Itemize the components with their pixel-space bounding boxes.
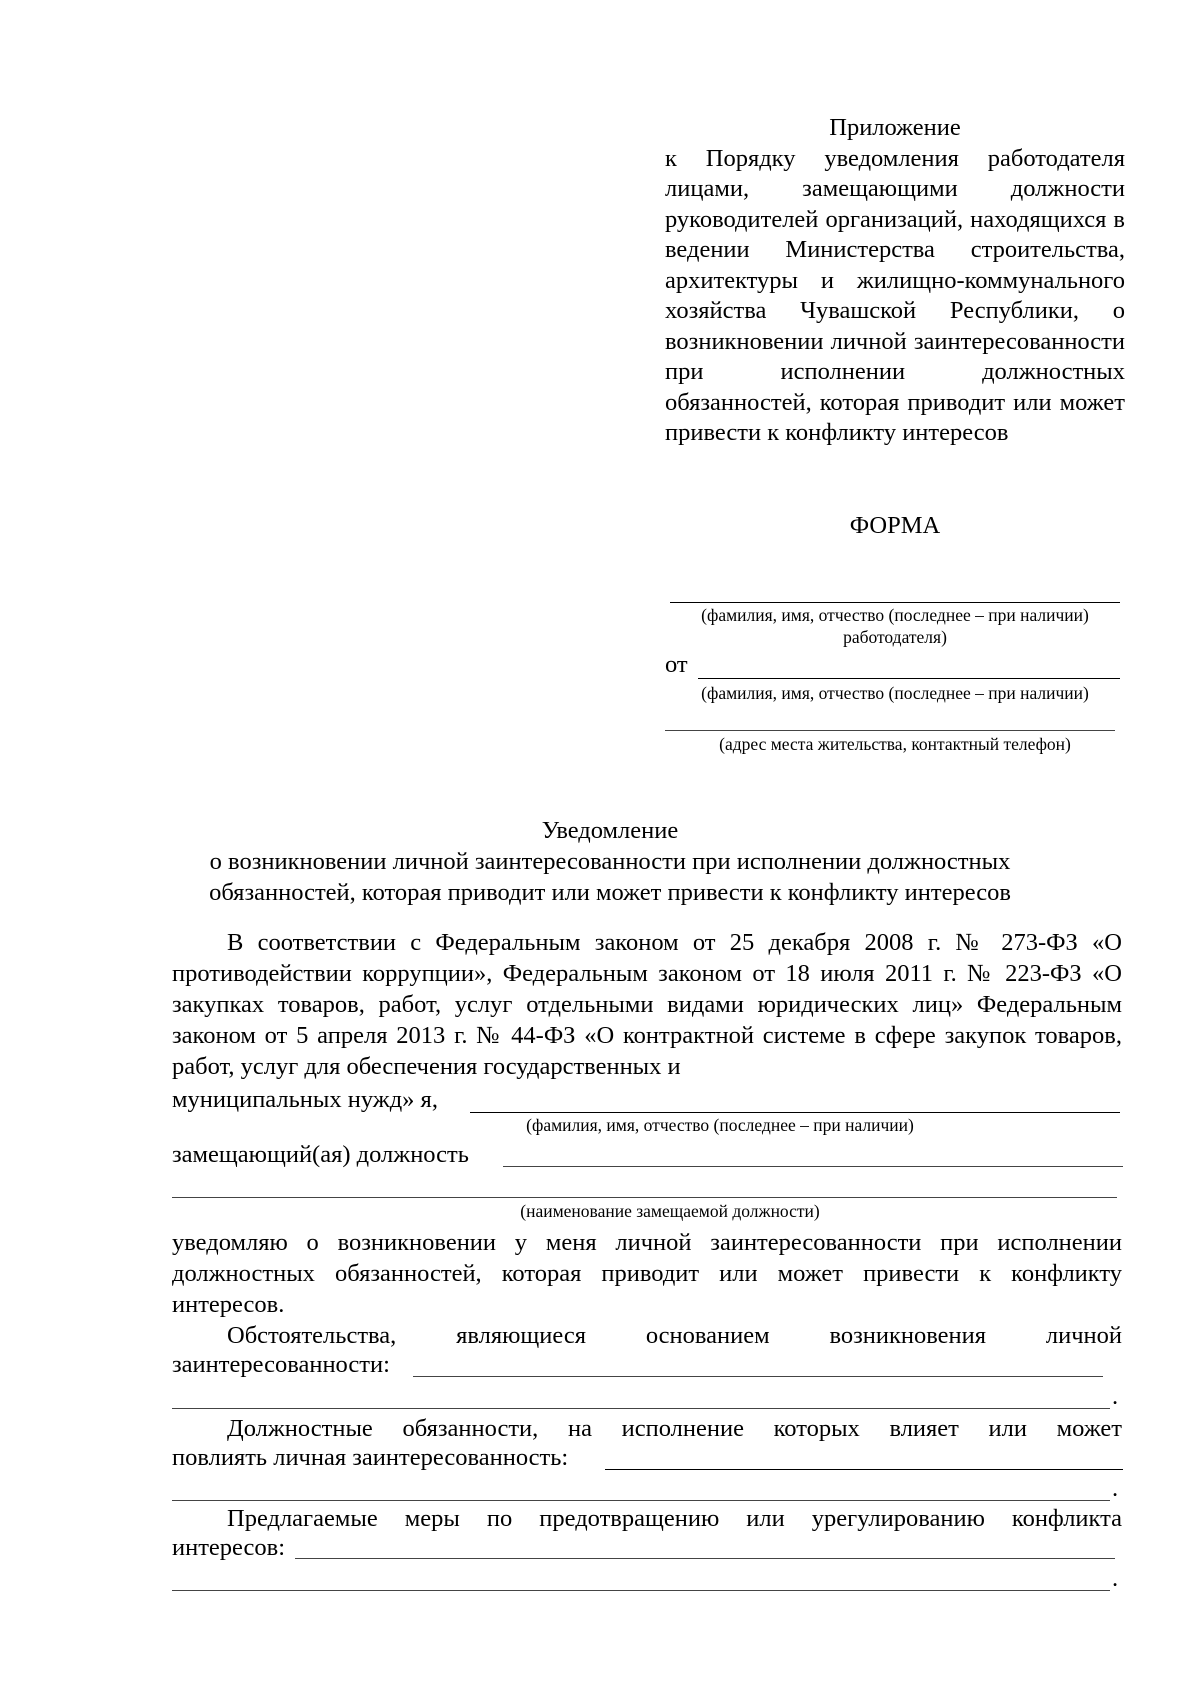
measures-period: . — [1112, 1565, 1119, 1592]
employee-name-hint: (фамилия, имя, отчество (последнее – при наличии) — [526, 1115, 914, 1135]
duties-line-1: Должностные обязанности, на исполнение которых влияет или может — [227, 1415, 1122, 1442]
notice-title: Уведомление — [541, 817, 679, 844]
circumstances-period: . — [1112, 1383, 1119, 1410]
address-hint: (адрес места жительства, контактный телефон) — [719, 734, 1071, 754]
duties-period: . — [1112, 1475, 1119, 1502]
intro-paragraph — [172, 927, 1122, 1082]
appendix-block — [665, 113, 1125, 449]
appendix-text: к Порядку уведомления работодателя лицами, замещающими должности руководителей организаций, находящихся в ведении Министерства строительства, архитектуры и жилищно-коммунального хозяйства Чувашской Республики, о возникновении личной заинтересованности при исполнении должностных обязанностей, которая приводит или может привести к конфликту интересов — [665, 144, 1125, 446]
notice-subtitle-2: обязанностей, которая приводит или может привести к конфликту интересов — [209, 879, 1011, 906]
address-field[interactable] — [665, 730, 1115, 731]
employer-hint-2: работодателя) — [843, 627, 947, 647]
employer-name-field[interactable] — [670, 602, 1120, 603]
circumstances-label: заинтересованности: — [172, 1351, 390, 1378]
from-label: от — [665, 651, 688, 678]
position-hint: (наименование замещаемой должности) — [520, 1201, 820, 1221]
notify-text: уведомляю о возникновении у меня личной заинтересованности при исполнении должностных обязанностей, которая приводит или может привести к конфликту интересов. — [172, 1229, 1122, 1318]
circumstances-field-2[interactable] — [172, 1408, 1110, 1409]
measures-label: интересов: — [172, 1534, 286, 1561]
duties-field-2[interactable] — [172, 1500, 1110, 1501]
measures-field-2[interactable] — [172, 1590, 1110, 1591]
duties-field-1[interactable] — [605, 1469, 1123, 1470]
position-field-2[interactable] — [172, 1197, 1117, 1198]
form-label: ФОРМА — [849, 512, 941, 539]
circumstances-field-1[interactable] — [413, 1376, 1103, 1377]
notice-subtitle-1: о возникновении личной заинтересованности при исполнении должностных — [209, 848, 1011, 875]
employer-hint-1: (фамилия, имя, отчество (последнее – при наличии) — [701, 605, 1089, 625]
appendix-caption: Приложение — [829, 114, 961, 141]
measures-field-1[interactable] — [295, 1558, 1115, 1559]
intro-last-line: муниципальных нужд» я, — [172, 1086, 438, 1113]
sender-hint: (фамилия, имя, отчество (последнее – при наличии) — [701, 683, 1089, 703]
position-label: замещающий(ая) должность — [172, 1141, 469, 1168]
notify-paragraph — [172, 1227, 1122, 1320]
measures-line-1: Предлагаемые меры по предотвращению или урегулированию конфликта — [227, 1505, 1122, 1532]
sender-name-field[interactable] — [698, 678, 1120, 679]
employee-name-field[interactable] — [470, 1112, 1120, 1113]
position-field-1[interactable] — [503, 1166, 1123, 1167]
duties-label: повлиять личная заинтересованность: — [172, 1444, 569, 1471]
intro-text: В соответствии с Федеральным законом от 25 декабря 2008 г. № 273-ФЗ «О противодействии коррупции», Федеральным законом от 18 июля 2011 г. № 223-ФЗ «О закупках товаров, работ, услуг отдельными видами юридических лиц» Федеральным законом от 5 апреля 2013 г. № 44-ФЗ «О контрактной системе в сфере закупок товаров, работ, услуг для обеспечения государственных и — [172, 929, 1122, 1080]
circumstances-line-1: Обстоятельства, являющиеся основанием возникновения личной — [227, 1322, 1122, 1349]
